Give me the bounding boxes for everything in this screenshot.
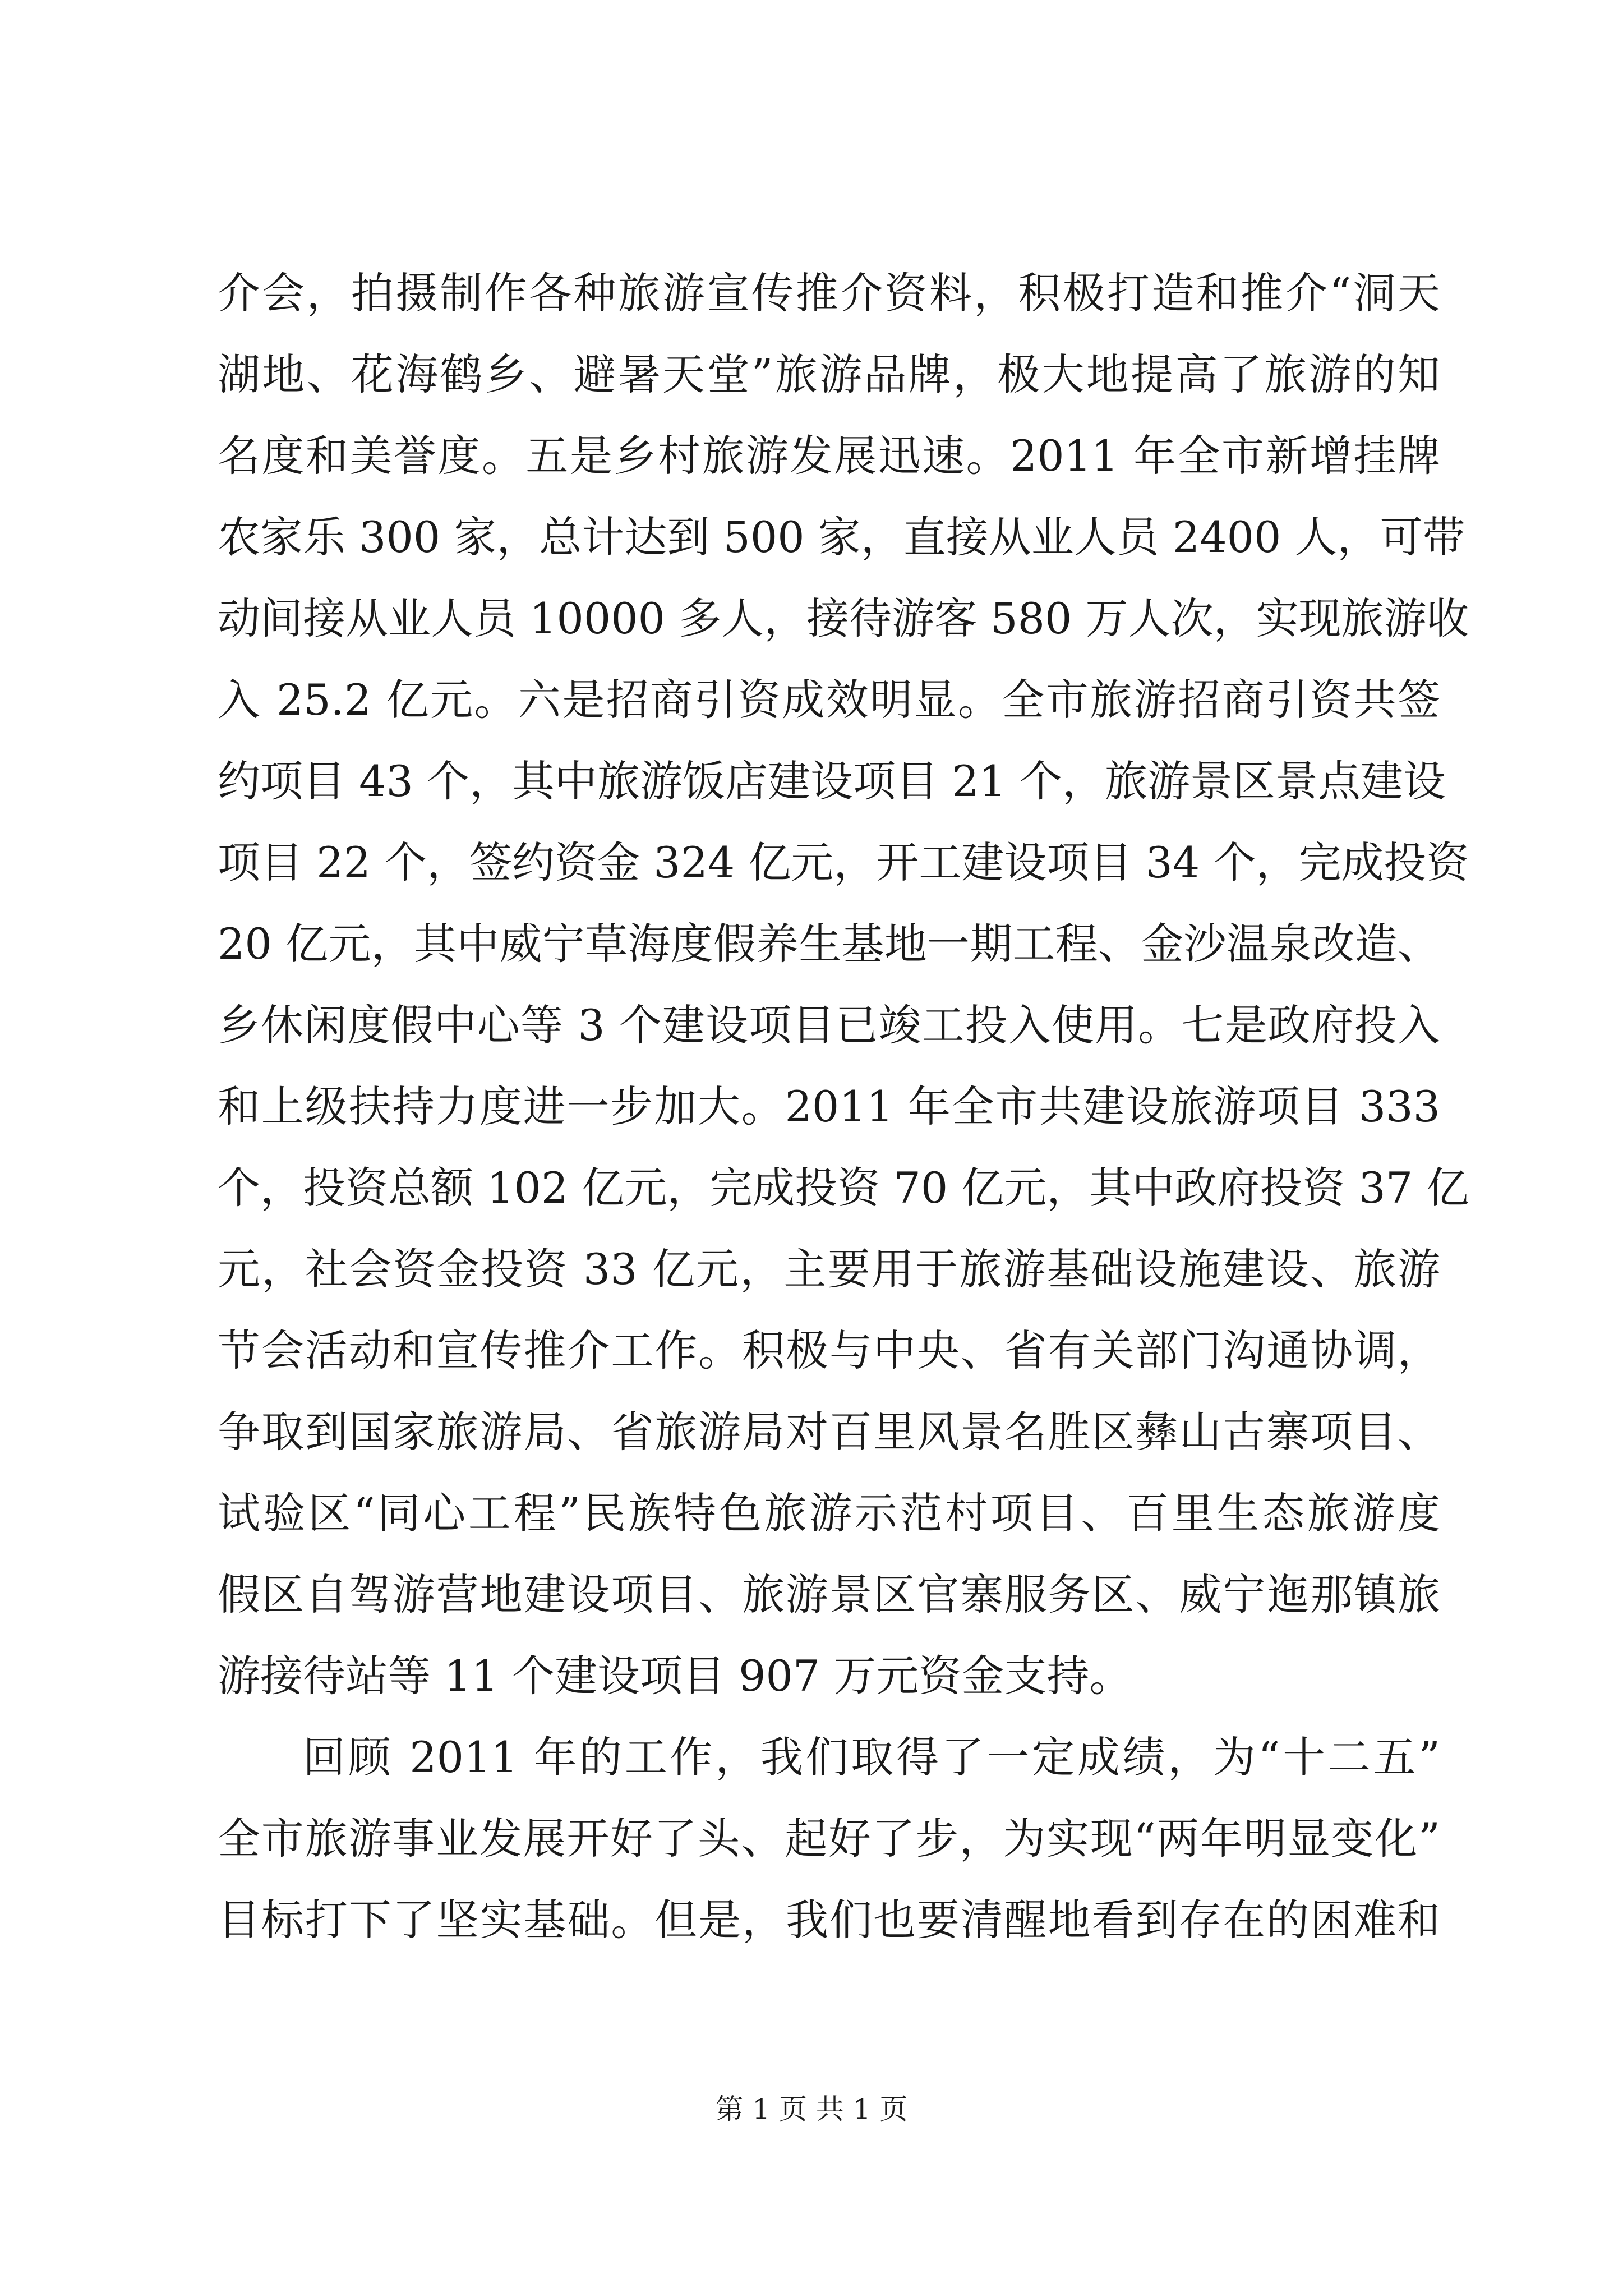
text-line: 试验区“同心工程”民族特色旅游示范村项目、百里生态旅游度 bbox=[218, 1488, 1440, 1538]
text-line: 农家乐 300 家，总计达到 500 家，直接从业人员 2400 人，可带 bbox=[218, 512, 1465, 562]
text-line: 动间接从业人员 10000 多人，接待游客 580 万人次，实现旅游收 bbox=[218, 593, 1469, 643]
text-line: 游接待站等 11 个建设项目 907 万元资金支持。 bbox=[218, 1651, 1132, 1701]
text-line: 元，社会资金投资 33 亿元，主要用于旅游基础设施建设、旅游 bbox=[218, 1244, 1440, 1294]
body-text bbox=[218, 252, 1469, 1961]
text-line: 湖地、花海鹤乡、避暑天堂”旅游品牌，极大地提高了旅游的知 bbox=[218, 349, 1440, 399]
text-line: 介会，拍摄制作各种旅游宣传推介资料，积极打造和推介“洞天 bbox=[218, 268, 1440, 318]
text-line: 20 亿元，其中威宁草海度假养生基地一期工程、金沙温泉改造、 bbox=[218, 919, 1440, 969]
text-line: 全市旅游事业发展开好了头、起好了步，为实现“两年明显变化” bbox=[218, 1814, 1440, 1864]
page-footer: 第 1 页 共 1 页 bbox=[715, 2093, 908, 2125]
text-line: 争取到国家旅游局、省旅游局对百里风景名胜区彝山古寨项目、 bbox=[218, 1407, 1440, 1457]
text-line: 个，投资总额 102 亿元，完成投资 70 亿元，其中政府投资 37 亿 bbox=[218, 1163, 1469, 1213]
text-line: 入 25.2 亿元。六是招商引资成效明显。全市旅游招商引资共签 bbox=[218, 675, 1440, 725]
text-line: 节会活动和宣传推介工作。积极与中央、省有关部门沟通协调， bbox=[218, 1326, 1440, 1375]
text-line: 回顾 2011 年的工作，我们取得了一定成绩，为“十二五” bbox=[303, 1732, 1440, 1782]
text-line: 假区自驾游营地建设项目、旅游景区官寨服务区、威宁迤那镇旅 bbox=[218, 1570, 1440, 1619]
text-line: 乡休闲度假中心等 3 个建设项目已竣工投入使用。七是政府投入 bbox=[218, 1000, 1440, 1050]
text-line: 目标打下了坚实基础。但是，我们也要清醒地看到存在的困难和 bbox=[218, 1895, 1440, 1945]
text-line: 名度和美誉度。五是乡村旅游发展迅速。2011 年全市新增挂牌 bbox=[218, 431, 1440, 481]
text-line: 约项目 43 个，其中旅游饭店建设项目 21 个，旅游景区景点建设 bbox=[218, 756, 1446, 806]
text-line: 项目 22 个，签约资金 324 亿元，开工建设项目 34 个，完成投资 bbox=[218, 838, 1469, 887]
text-line: 和上级扶持力度进一步加大。2011 年全市共建设旅游项目 333 bbox=[218, 1082, 1440, 1131]
